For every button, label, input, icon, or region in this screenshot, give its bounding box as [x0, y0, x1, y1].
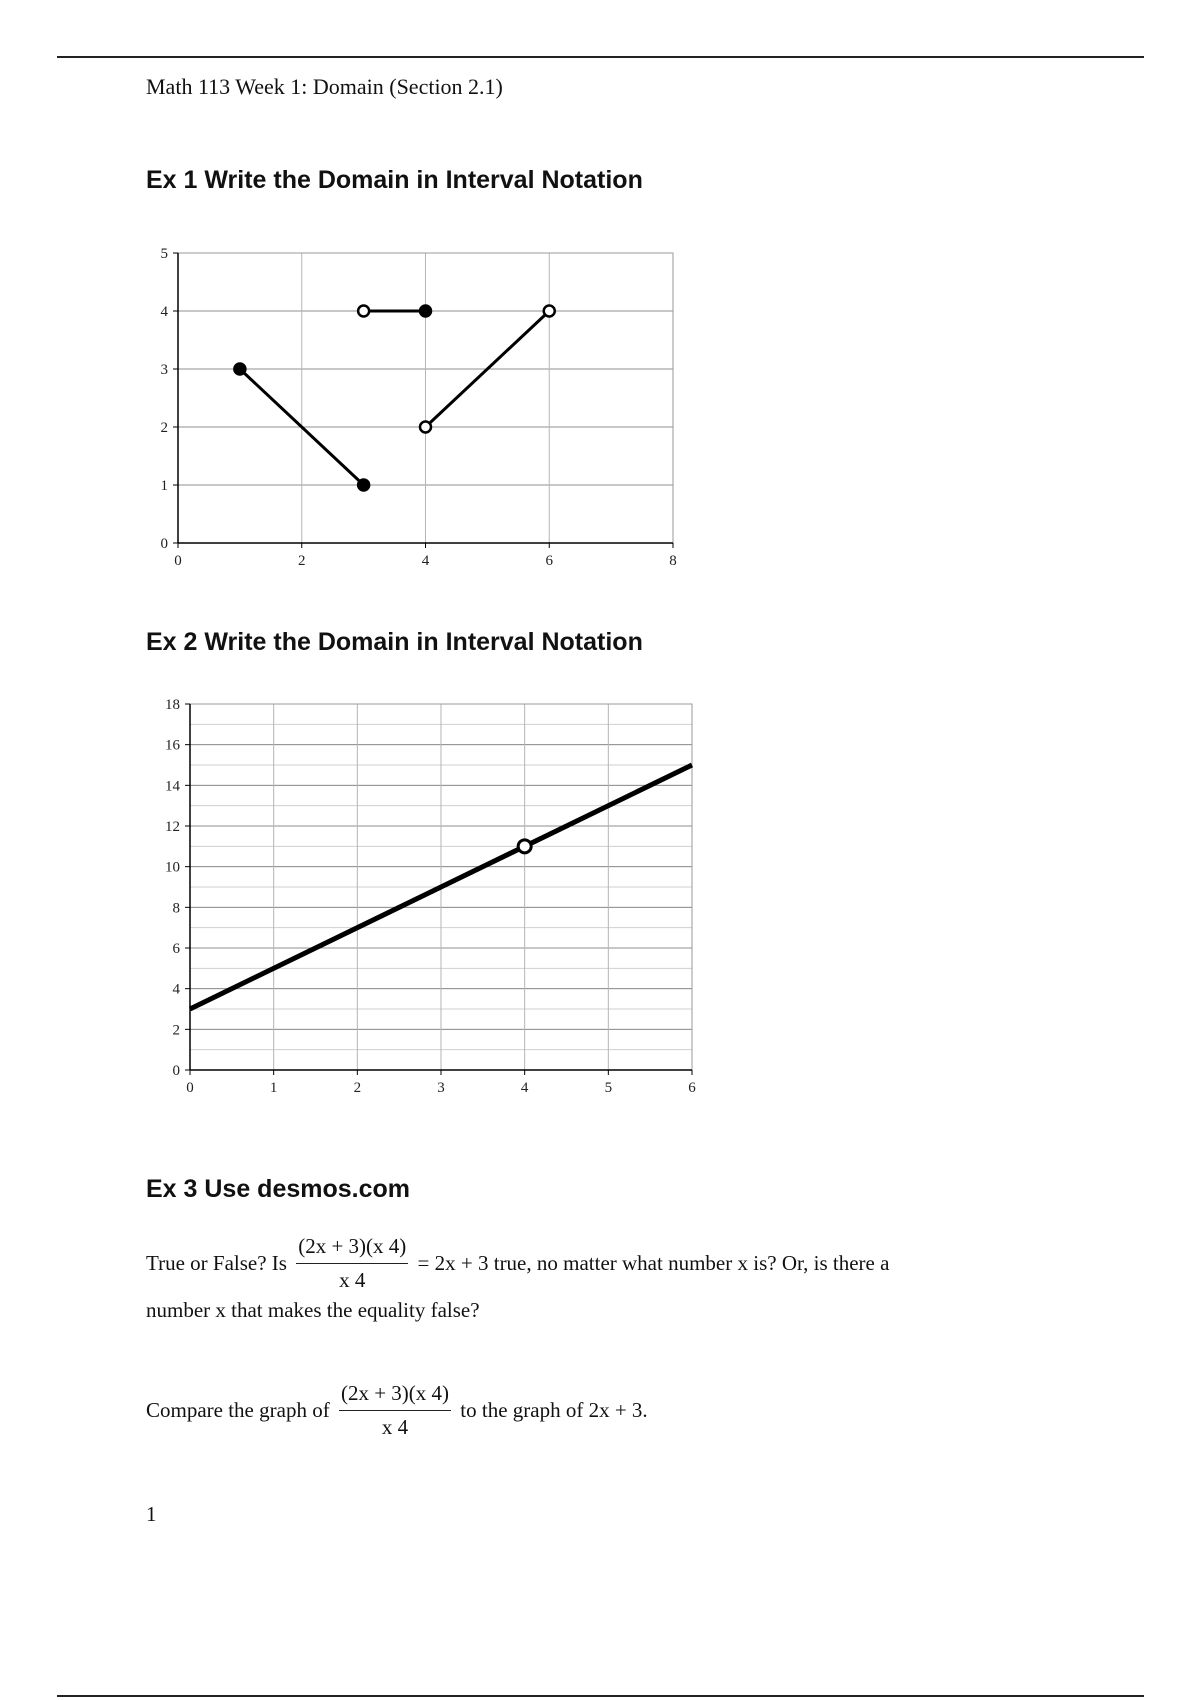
y-tick-label: 3: [160, 362, 168, 378]
ex2-chart: [140, 690, 710, 1110]
x-tick-label: 0: [174, 553, 182, 569]
compare-intro: Compare the graph of: [146, 1398, 330, 1422]
question-rest: = 2x + 3 true, no matter what number x is? Or, is there a: [417, 1251, 890, 1275]
y-tick-label: 6: [172, 941, 180, 957]
x-tick-label: 2: [298, 553, 306, 569]
x-tick-label: 6: [688, 1080, 696, 1096]
x-tick-label: 0: [186, 1080, 194, 1096]
x-tick-label: 6: [545, 553, 553, 569]
ex3-question-line2: number x that makes the equality false?: [146, 1298, 480, 1322]
x-tick-label: 3: [437, 1080, 445, 1096]
open-endpoint: [358, 306, 369, 317]
ex3-compare: [146, 1381, 648, 1440]
y-tick-label: 4: [172, 981, 180, 998]
page-number: 1: [146, 1502, 157, 1526]
closed-endpoint: [420, 306, 431, 317]
y-tick-label: 10: [165, 859, 180, 876]
open-endpoint: [544, 306, 555, 317]
closed-endpoint: [234, 364, 245, 375]
y-tick-label: 12: [165, 819, 180, 835]
fraction-numerator: (2x + 3)(x 4): [296, 1234, 408, 1264]
fraction-denominator: x 4: [339, 1268, 366, 1292]
open-hole: [518, 840, 531, 853]
fraction-numerator: (2x + 3)(x 4): [339, 1381, 451, 1411]
bottom-rule: [57, 1695, 1144, 1697]
x-tick-label: 8: [669, 553, 677, 569]
y-tick-label: 0: [160, 536, 168, 552]
ex2-heading: Ex 2 Write the Domain in Interval Notation: [146, 628, 643, 656]
x-tick-label: 5: [604, 1080, 613, 1096]
question-intro: True or False? Is: [146, 1251, 287, 1275]
x-tick-label: 4: [520, 1080, 529, 1096]
ex1-heading: Ex 1 Write the Domain in Interval Notation: [146, 166, 643, 194]
y-tick-label: 14: [165, 778, 180, 795]
y-tick-label: 4: [160, 304, 168, 320]
y-tick-label: 2: [172, 1022, 180, 1039]
y-tick-label: 2: [160, 420, 168, 436]
y-tick-label: 0: [172, 1063, 180, 1079]
fraction-denominator: x 4: [381, 1415, 409, 1439]
ex3-question: [146, 1234, 889, 1293]
ex1-chart: [140, 240, 700, 580]
top-rule: [57, 56, 1144, 58]
y-tick-label: 16: [165, 737, 180, 754]
y-tick-label: 1: [160, 478, 168, 494]
y-tick-label: 8: [172, 900, 180, 917]
closed-endpoint: [358, 480, 369, 491]
x-tick-label: 2: [353, 1080, 362, 1096]
y-tick-label: 5: [160, 246, 168, 262]
rational-expression: [339, 1381, 451, 1440]
y-tick-label: 18: [165, 697, 180, 713]
document-header: Math 113 Week 1: Domain (Section 2.1): [146, 74, 503, 99]
open-endpoint: [420, 422, 431, 433]
x-tick-label: 4: [421, 553, 430, 569]
compare-rest: to the graph of 2x + 3.: [460, 1398, 648, 1422]
rational-expression: [296, 1234, 408, 1293]
ex3-heading: Ex 3 Use desmos.com: [146, 1175, 411, 1203]
x-tick-label: 1: [269, 1080, 278, 1096]
